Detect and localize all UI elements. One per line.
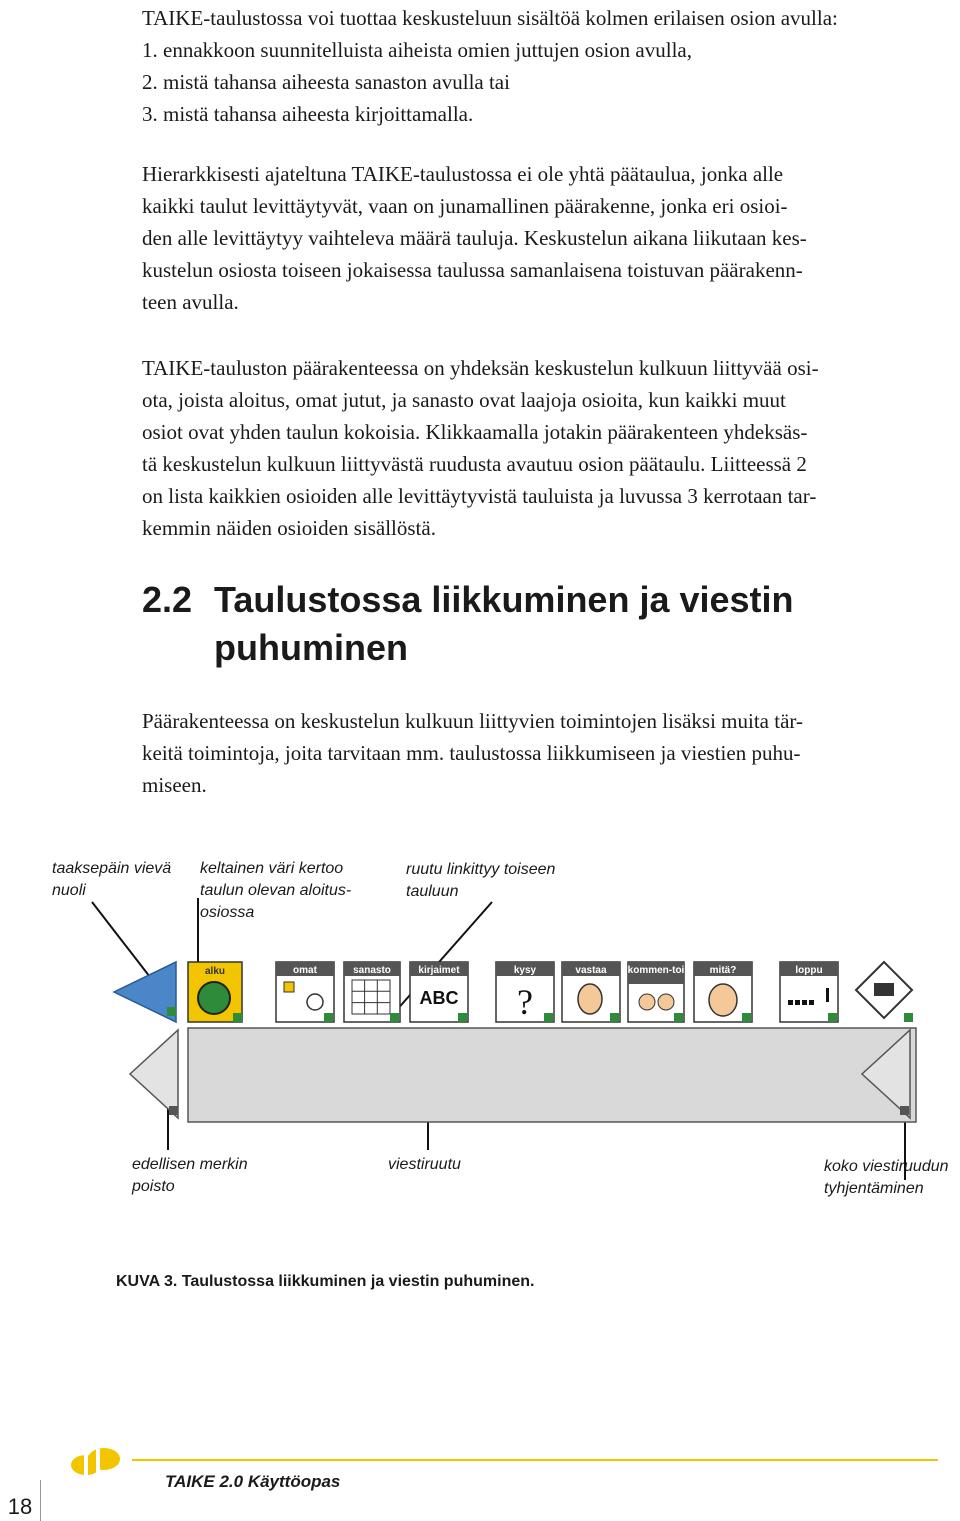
callout-line: taulun olevan aloitus- [200, 882, 352, 899]
paragraph-hierarchy [142, 158, 938, 318]
paragraph-line: osiot ovat yhden taulun kokoisia. Klikkaamalla jotakin päärakenteen yhdeksäs- [142, 420, 808, 444]
callout-line: tyhjentäminen [824, 1180, 924, 1197]
callout-line: viestiruutu [388, 1156, 461, 1173]
face-icon [639, 994, 655, 1010]
paragraph-line: kemmin näiden osioiden sisällöstä. [142, 516, 436, 540]
callout-line: ruutu linkittyy toiseen [406, 861, 556, 878]
speak-button[interactable] [856, 962, 913, 1022]
tile-kysy[interactable] [496, 962, 554, 1022]
link-icon [610, 1013, 619, 1022]
page-number-divider [40, 1480, 41, 1521]
computer-icon [874, 983, 894, 996]
paragraph-line: kaikki taulut levittäytyvät, vaan on junamallinen päärakenne, jonka eri osioi- [142, 194, 788, 218]
intro-list [142, 2, 938, 130]
footer-rule [132, 1459, 938, 1461]
tile-loppu-label: loppu [795, 965, 823, 976]
question-mark-icon: ? [517, 982, 533, 1022]
tile-kommentoi[interactable] [628, 962, 685, 1022]
link-icon [742, 1013, 751, 1022]
tile-alku[interactable] [188, 962, 242, 1022]
tile-kirjaimet-label: kirjaimet [418, 965, 460, 976]
tile-mita-label: mitä? [709, 965, 737, 976]
tile-vastaa[interactable] [562, 962, 620, 1022]
abc-text: ABC [419, 988, 459, 1008]
paragraph-line: kustelun osiosta toiseen jokaisessa taulussa samanlaisena toistuvan päärakenn- [142, 258, 803, 282]
minus-icon [900, 1106, 909, 1115]
go-icon [198, 982, 230, 1014]
taike-logo [66, 1443, 126, 1483]
paragraph-line: Hierarkkisesti ajateltuna TAIKE-taulustossa ei ole yhtä päätaulua, jonka alle [142, 162, 784, 186]
callout-line: tauluun [406, 883, 459, 900]
confused-face-icon [709, 984, 737, 1016]
paragraph-line: teen avulla. [142, 290, 239, 314]
speaking-face-icon [578, 984, 602, 1014]
callout-line: keltainen väri kertoo [200, 860, 344, 877]
link-icon [674, 1013, 683, 1022]
note-icon [284, 982, 294, 992]
paragraph-line: Päärakenteessa on keskustelun kulkuun liittyvien toimintojen lisäksi muita tär- [142, 709, 803, 733]
tile-omat-label: omat [293, 965, 317, 976]
intro-list-line: 2. mistä tahansa aiheesta sanaston avulla tai [142, 70, 510, 94]
tile-sanasto-label: sanasto [353, 965, 391, 976]
link-icon [904, 1013, 913, 1022]
section-title-line2: puhuminen [214, 627, 408, 668]
link-icon [324, 1013, 333, 1022]
minus-icon [169, 1106, 178, 1115]
footer-title: TAIKE 2.0 Käyttöopas [165, 1472, 341, 1491]
link-icon [828, 1013, 837, 1022]
paragraph-functions [142, 705, 938, 801]
paragraph-line: ota, joista aloitus, omat jutut, ja sanasto ovat laajoja osioita, kun kaikki muut [142, 388, 786, 412]
callout-line: osiossa [200, 904, 255, 921]
figure-caption: KUVA 3. Taulustossa liikkuminen ja viestin puhuminen. [116, 1273, 535, 1290]
link-icon [167, 1007, 176, 1016]
section-number: 2.2 [142, 579, 193, 620]
paragraph-line: on lista kaikkien osioiden alle levittäytyvistä tauluista ja luvussa 3 kerrotaan tar- [142, 484, 817, 508]
callout-line: edellisen merkin [132, 1156, 248, 1173]
tile-kirjaimet[interactable] [410, 962, 468, 1022]
face-icon [658, 994, 674, 1010]
paragraph-line: miseen. [142, 773, 207, 797]
intro-list-line: 3. mistä tahansa aiheesta kirjoittamalla. [142, 102, 474, 126]
link-icon [544, 1013, 553, 1022]
paragraph-line: TAIKE-tauluston päärakenteessa on yhdeksän keskustelun kulkuun liittyvää osi- [142, 356, 819, 380]
paragraph-line: keitä toimintoja, joita tarvitaan mm. taulustossa liikkumiseen ja viestien puhu- [142, 741, 801, 765]
paragraph-structure [142, 352, 938, 544]
intro-list-line: 1. ennakkoon suunnitelluista aiheista omien juttujen osion avulla, [142, 38, 692, 62]
delete-previous-button[interactable] [130, 1030, 178, 1118]
tile-kysy-label: kysy [513, 965, 537, 976]
link-icon [233, 1013, 242, 1022]
page-number: 18 [7, 1494, 33, 1519]
callout-line: taaksepäin vievä [52, 860, 172, 877]
tile-kommentoi-label: kommen-toi [627, 965, 685, 976]
link-icon [458, 1013, 467, 1022]
tile-vastaa-label: vastaa [575, 965, 607, 976]
paragraph-line: den alle levittäytyy vaihteleva määrä tauluja. Keskustelun aikana liikutaan kes- [142, 226, 807, 250]
section-title-line1: Taulustossa liikkuminen ja viestin [214, 579, 794, 620]
callout-line: koko viestiruudun [824, 1158, 949, 1175]
navigation-strip-figure [0, 880, 960, 1210]
tile-mita[interactable] [694, 962, 752, 1022]
paragraph-line: tä keskustelun kulkuun liittyvästä ruudusta avautuu osion päätaulu. Liitteessä 2 [142, 452, 807, 476]
callout-line: poisto [132, 1178, 175, 1195]
message-box[interactable] [188, 1028, 916, 1122]
tile-loppu[interactable] [780, 962, 838, 1022]
intro-list-line: TAIKE-taulustossa voi tuottaa keskusteluun sisältöä kolmen erilaisen osion avulla: [142, 6, 838, 30]
tile-alku-label: alku [204, 966, 226, 977]
callout-line: nuoli [52, 882, 86, 899]
tile-sanasto[interactable] [344, 962, 400, 1022]
link-icon [390, 1013, 399, 1022]
tile-omat[interactable] [276, 962, 334, 1022]
